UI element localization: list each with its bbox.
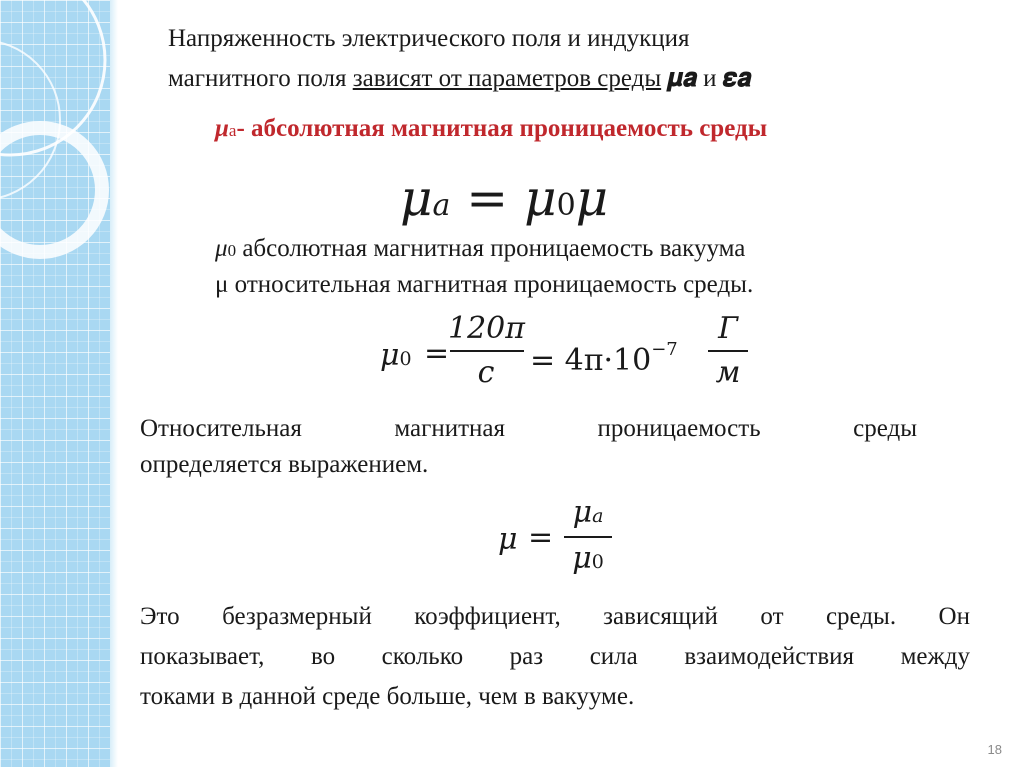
formula3-num-symbol: μ [572,495,593,530]
formula2-numerator: 120π [448,311,525,346]
formula2-unit-denominator: м [715,355,741,390]
formula2-exponent: −7 [651,339,678,360]
formula1-lhs-symbol: μ [400,169,433,227]
formula2-equals-1: = [424,336,450,371]
definition-line [215,112,767,148]
conclusion-line-2: показывает, во сколько раз сила взаимодействия между [140,643,970,670]
formula3-denominator [562,542,614,579]
conclusion-line-3: токами в данной среде больше, чем в вакууме. [140,683,635,710]
conclusion-line-1: Это безразмерный коэффициент, зависящий от среды. Он [140,603,970,630]
formula1-rhs-symbol2: μ [575,169,609,227]
formula2-fraction-bar [450,350,524,352]
formula-mu-a-equals-mu0-mu [400,168,608,236]
formula2-value [530,336,678,379]
formula2-lhs [380,338,412,377]
heading-line-2-prefix: магнитного поля [168,65,353,92]
mu-explanation [215,268,753,302]
mu0-explanation [215,232,745,268]
formula1-lhs-sub: a [432,188,451,223]
formula3-den-sub: 0 [591,551,604,573]
definition-text: - абсолютная магнитная проницаемость среды [236,115,768,142]
formula3-equals: = [528,520,554,555]
mu-text: относительная магнитная проницаемость среды. [228,271,754,298]
heading-underlined-phrase: зависят от параметров среды [352,65,662,92]
mu0-subscript: 0 [227,241,237,260]
formula3-den-symbol: μ [572,541,592,576]
formula1-rhs-symbol1: μ [524,169,557,227]
page-number: 18 [987,742,1002,757]
decorative-sidebar [0,0,110,767]
mu-symbol: μ [215,271,229,298]
definition-mu-symbol: μ [215,115,229,142]
formula3-fraction-bar [564,536,612,538]
relative-text-line-2: определяется выражением. [140,451,429,478]
formula3-lhs-symbol: μ [498,522,518,557]
formula2-denominator: c [477,355,495,390]
definition-mu-subscript: a [228,121,237,140]
formula2-lhs-symbol: μ [380,338,400,373]
formula2-unit-bar [708,350,748,352]
sidebar-circles-ornament [0,0,110,767]
relative-text-line-1: Относительная магнитная проницаемость среды [140,415,917,442]
sidebar-edge [110,0,118,767]
heading-line-2 [168,62,751,96]
formula2-equals-2: = 4π·10 [530,343,652,378]
formula2-lhs-sub: 0 [399,348,412,370]
formula1-rhs-sub: 0 [556,188,576,223]
formula3-numerator [562,496,614,533]
mu-a-symbol: 𝝁𝒂 [667,65,697,92]
heading-line-1: Напряженность электрического поля и индукция [168,25,690,52]
epsilon-a-symbol: 𝜺𝒂 [722,65,752,92]
formula1-equals: = [450,169,525,227]
formula2-unit-numerator: Г [718,311,738,346]
formula3-num-sub: a [592,505,604,527]
heading-and: и [696,65,723,92]
mu0-symbol: μ [215,235,228,262]
mu0-text: абсолютная магнитная проницаемость вакуума [236,235,746,262]
